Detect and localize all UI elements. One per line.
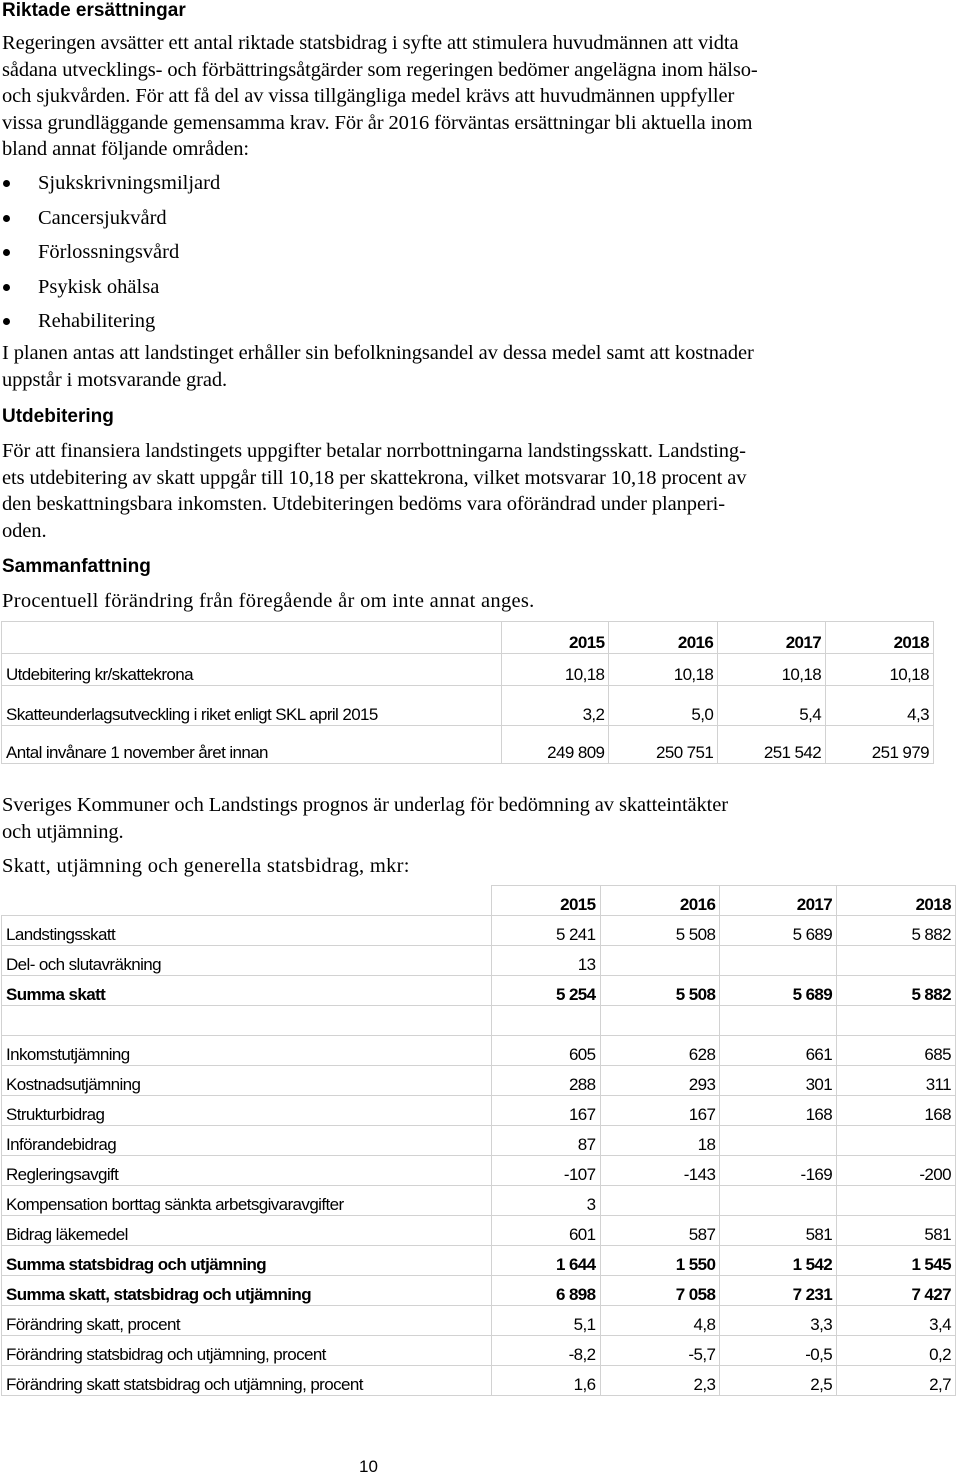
table-row bbox=[2, 1126, 956, 1156]
bullet-icon bbox=[3, 284, 10, 291]
row-label-cell: Summa statsbidrag och utjämning bbox=[2, 1246, 492, 1276]
list-item: Rehabilitering bbox=[0, 304, 220, 339]
value-cell: 288 bbox=[491, 1066, 600, 1096]
value-cell: 3,3 bbox=[720, 1306, 837, 1336]
year-header-cell: 2017 bbox=[718, 622, 826, 654]
value-cell: 10,18 bbox=[501, 654, 609, 686]
value-cell bbox=[720, 1006, 837, 1036]
text-line: och sjukvården. För att få del av vissa tillgängliga medel krävs att huvudmännen uppfyller bbox=[2, 85, 735, 107]
value-cell: 685 bbox=[837, 1036, 956, 1066]
value-cell: 587 bbox=[600, 1216, 720, 1246]
value-cell: 7 231 bbox=[720, 1276, 837, 1306]
value-cell: 167 bbox=[491, 1096, 600, 1126]
table-row bbox=[2, 1096, 956, 1126]
value-cell: 1 545 bbox=[837, 1246, 956, 1276]
summary-table bbox=[1, 621, 934, 764]
table-row bbox=[2, 1306, 956, 1336]
value-cell: 13 bbox=[491, 946, 600, 976]
value-cell: 1 644 bbox=[491, 1246, 600, 1276]
list-item: Sjukskrivningsmiljard bbox=[0, 166, 220, 201]
value-cell: 2,7 bbox=[837, 1366, 956, 1396]
value-cell: 10,18 bbox=[718, 654, 826, 686]
table-row bbox=[2, 1366, 956, 1396]
value-cell bbox=[720, 1186, 837, 1216]
year-header-cell: 2017 bbox=[720, 886, 837, 916]
row-label-cell bbox=[2, 1006, 492, 1036]
row-label-cell: Regleringsavgift bbox=[2, 1156, 492, 1186]
year-header-cell: 2018 bbox=[826, 622, 934, 654]
value-cell: 301 bbox=[720, 1066, 837, 1096]
heading-riktade-ersattningar: Riktade ersättningar bbox=[2, 0, 186, 21]
value-cell: 87 bbox=[491, 1126, 600, 1156]
row-label-cell: Summa skatt, statsbidrag och utjämning bbox=[2, 1276, 492, 1306]
list-item: Förlossningsvård bbox=[0, 235, 220, 270]
row-label-cell: Bidrag läkemedel bbox=[2, 1216, 492, 1246]
bullet-list-areas bbox=[0, 166, 220, 339]
value-cell: 3,2 bbox=[501, 686, 609, 726]
value-cell: 250 751 bbox=[609, 726, 718, 764]
row-label-cell: Kostnadsutjämning bbox=[2, 1066, 492, 1096]
table-row bbox=[2, 1156, 956, 1186]
value-cell: 10,18 bbox=[609, 654, 718, 686]
table-row bbox=[2, 654, 934, 686]
value-cell: 0,2 bbox=[837, 1336, 956, 1366]
year-header-cell: 2015 bbox=[491, 886, 600, 916]
tax-grants-table bbox=[1, 885, 956, 1396]
row-label-cell: Landstingsskatt bbox=[2, 916, 492, 946]
table-row bbox=[2, 1006, 956, 1036]
value-cell: 167 bbox=[600, 1096, 720, 1126]
text-line: sådana utvecklings- och förbättringsåtgärder som regeringen bedömer angelägna inom hälso- bbox=[2, 58, 758, 81]
value-cell bbox=[837, 1006, 956, 1036]
table-row bbox=[2, 1276, 956, 1306]
row-label-cell: Utdebitering kr/skattekrona bbox=[2, 654, 502, 686]
value-cell bbox=[837, 1126, 956, 1156]
header-blank-cell bbox=[2, 886, 492, 916]
heading-sammanfattning: Sammanfattning bbox=[2, 556, 151, 577]
value-cell: -143 bbox=[600, 1156, 720, 1186]
value-cell: 251 542 bbox=[718, 726, 826, 764]
value-cell: 293 bbox=[600, 1066, 720, 1096]
value-cell: 661 bbox=[720, 1036, 837, 1066]
text-line: och utjämning. bbox=[2, 820, 124, 843]
text-line: uppstår i motsvarande grad. bbox=[2, 368, 228, 391]
value-cell bbox=[837, 1186, 956, 1216]
row-label-cell: Del- och slutavräkning bbox=[2, 946, 492, 976]
table-header-row bbox=[2, 886, 956, 916]
text-line: För att finansiera landstingets uppgifter betalar norrbottningarna landstingsskatt. Landsting- bbox=[2, 440, 746, 462]
list-item: Psykisk ohälsa bbox=[0, 270, 220, 305]
value-cell: 249 809 bbox=[501, 726, 609, 764]
value-cell: 5 254 bbox=[491, 976, 600, 1006]
value-cell: 605 bbox=[491, 1036, 600, 1066]
value-cell: -5,7 bbox=[600, 1336, 720, 1366]
value-cell bbox=[491, 1006, 600, 1036]
value-cell: 5 508 bbox=[600, 976, 720, 1006]
table-row bbox=[2, 1216, 956, 1246]
table-row bbox=[2, 1336, 956, 1366]
value-cell bbox=[720, 946, 837, 976]
text-line: ets utdebitering av skatt uppgår till 10,18 per skattekrona, vilket motsvarar 10,18 procent av bbox=[2, 466, 747, 489]
table-row bbox=[2, 1186, 956, 1216]
value-cell: 3,4 bbox=[837, 1306, 956, 1336]
value-cell: 168 bbox=[837, 1096, 956, 1126]
value-cell: 6 898 bbox=[491, 1276, 600, 1306]
value-cell bbox=[600, 1006, 720, 1036]
table2-caption: Skatt, utjämning och generella statsbidrag, mkr: bbox=[2, 855, 410, 877]
page-number: 10 bbox=[359, 1457, 378, 1476]
table-header-row bbox=[2, 622, 934, 654]
year-header-cell: 2016 bbox=[600, 886, 720, 916]
value-cell: 5 689 bbox=[720, 976, 837, 1006]
text-line: oden. bbox=[2, 519, 47, 542]
row-label-cell: Antal invånare 1 november året innan bbox=[2, 726, 502, 764]
table-row bbox=[2, 1246, 956, 1276]
value-cell: 311 bbox=[837, 1066, 956, 1096]
table-row bbox=[2, 1066, 956, 1096]
year-header-cell: 2018 bbox=[837, 886, 956, 916]
value-cell: 168 bbox=[720, 1096, 837, 1126]
summary-intro: Procentuell förändring från föregående år om inte annat anges. bbox=[2, 590, 535, 612]
text-line: Sveriges Kommuner och Landstings prognos är underlag för bedömning av skatteintäkter bbox=[2, 794, 729, 816]
value-cell: 4,3 bbox=[826, 686, 934, 726]
year-header-cell: 2015 bbox=[501, 622, 609, 654]
text-line: vissa grundläggande gemensamma krav. För år 2016 förväntas ersättningar bli aktuella inom bbox=[2, 111, 753, 134]
paragraph-utdebitering bbox=[2, 438, 952, 544]
value-cell: 5 508 bbox=[600, 916, 720, 946]
header-blank-cell bbox=[2, 622, 502, 654]
value-cell: 5,4 bbox=[718, 686, 826, 726]
row-label-cell: Inkomstutjämning bbox=[2, 1036, 492, 1066]
paragraph-landstinget-andel bbox=[2, 340, 952, 393]
value-cell: 7 427 bbox=[837, 1276, 956, 1306]
value-cell: 628 bbox=[600, 1036, 720, 1066]
value-cell: 581 bbox=[837, 1216, 956, 1246]
row-label-cell: Summa skatt bbox=[2, 976, 492, 1006]
text-line: I planen antas att landstinget erhåller sin befolkningsandel av dessa medel samt att kostnader bbox=[2, 342, 754, 364]
value-cell: 5 241 bbox=[491, 916, 600, 946]
value-cell: 581 bbox=[720, 1216, 837, 1246]
bullet-icon bbox=[3, 249, 10, 256]
value-cell: 2,5 bbox=[720, 1366, 837, 1396]
value-cell: 1 550 bbox=[600, 1246, 720, 1276]
paragraph-skl-prognos bbox=[2, 792, 952, 845]
value-cell: 4,8 bbox=[600, 1306, 720, 1336]
heading-utdebitering: Utdebitering bbox=[2, 406, 114, 427]
value-cell: -200 bbox=[837, 1156, 956, 1186]
value-cell: 2,3 bbox=[600, 1366, 720, 1396]
value-cell: 5 689 bbox=[720, 916, 837, 946]
row-label-cell: Införandebidrag bbox=[2, 1126, 492, 1156]
row-label-cell: Skatteunderlagsutveckling i riket enligt SKL april 2015 bbox=[2, 686, 502, 726]
text-line: den beskattningsbara inkomsten. Utdebiteringen bedöms vara oförändrad under planperi- bbox=[2, 493, 726, 515]
value-cell: -0,5 bbox=[720, 1336, 837, 1366]
value-cell bbox=[720, 1126, 837, 1156]
value-cell: 1 542 bbox=[720, 1246, 837, 1276]
text-line: Regeringen avsätter ett antal riktade statsbidrag i syfte att stimulera huvudmännen att vidta bbox=[2, 32, 739, 54]
list-item: Cancersjukvård bbox=[0, 201, 220, 236]
value-cell: 3 bbox=[491, 1186, 600, 1216]
table-row bbox=[2, 976, 956, 1006]
value-cell: -107 bbox=[491, 1156, 600, 1186]
row-label-cell: Kompensation borttag sänkta arbetsgivaravgifter bbox=[2, 1186, 492, 1216]
value-cell: 1,6 bbox=[491, 1366, 600, 1396]
value-cell: 5 882 bbox=[837, 916, 956, 946]
value-cell: 7 058 bbox=[600, 1276, 720, 1306]
row-label-cell: Förändring skatt, procent bbox=[2, 1306, 492, 1336]
text-line: bland annat följande områden: bbox=[2, 138, 249, 160]
value-cell bbox=[837, 946, 956, 976]
value-cell: 601 bbox=[491, 1216, 600, 1246]
value-cell bbox=[600, 946, 720, 976]
bullet-icon bbox=[3, 215, 10, 222]
paragraph-riktade-intro bbox=[2, 30, 952, 163]
table-row bbox=[2, 916, 956, 946]
table-row bbox=[2, 686, 934, 726]
value-cell: -169 bbox=[720, 1156, 837, 1186]
table-row bbox=[2, 1036, 956, 1066]
table-row bbox=[2, 726, 934, 764]
row-label-cell: Förändring statsbidrag och utjämning, procent bbox=[2, 1336, 492, 1366]
row-label-cell: Strukturbidrag bbox=[2, 1096, 492, 1126]
value-cell: 5,1 bbox=[491, 1306, 600, 1336]
year-header-cell: 2016 bbox=[609, 622, 718, 654]
value-cell: 18 bbox=[600, 1126, 720, 1156]
row-label-cell: Förändring skatt statsbidrag och utjämning, procent bbox=[2, 1366, 492, 1396]
bullet-icon bbox=[3, 180, 10, 187]
value-cell: 10,18 bbox=[826, 654, 934, 686]
value-cell: 5,0 bbox=[609, 686, 718, 726]
bullet-icon bbox=[3, 318, 10, 325]
value-cell: 5 882 bbox=[837, 976, 956, 1006]
table-row bbox=[2, 946, 956, 976]
value-cell: 251 979 bbox=[826, 726, 934, 764]
value-cell bbox=[600, 1186, 720, 1216]
value-cell: -8,2 bbox=[491, 1336, 600, 1366]
